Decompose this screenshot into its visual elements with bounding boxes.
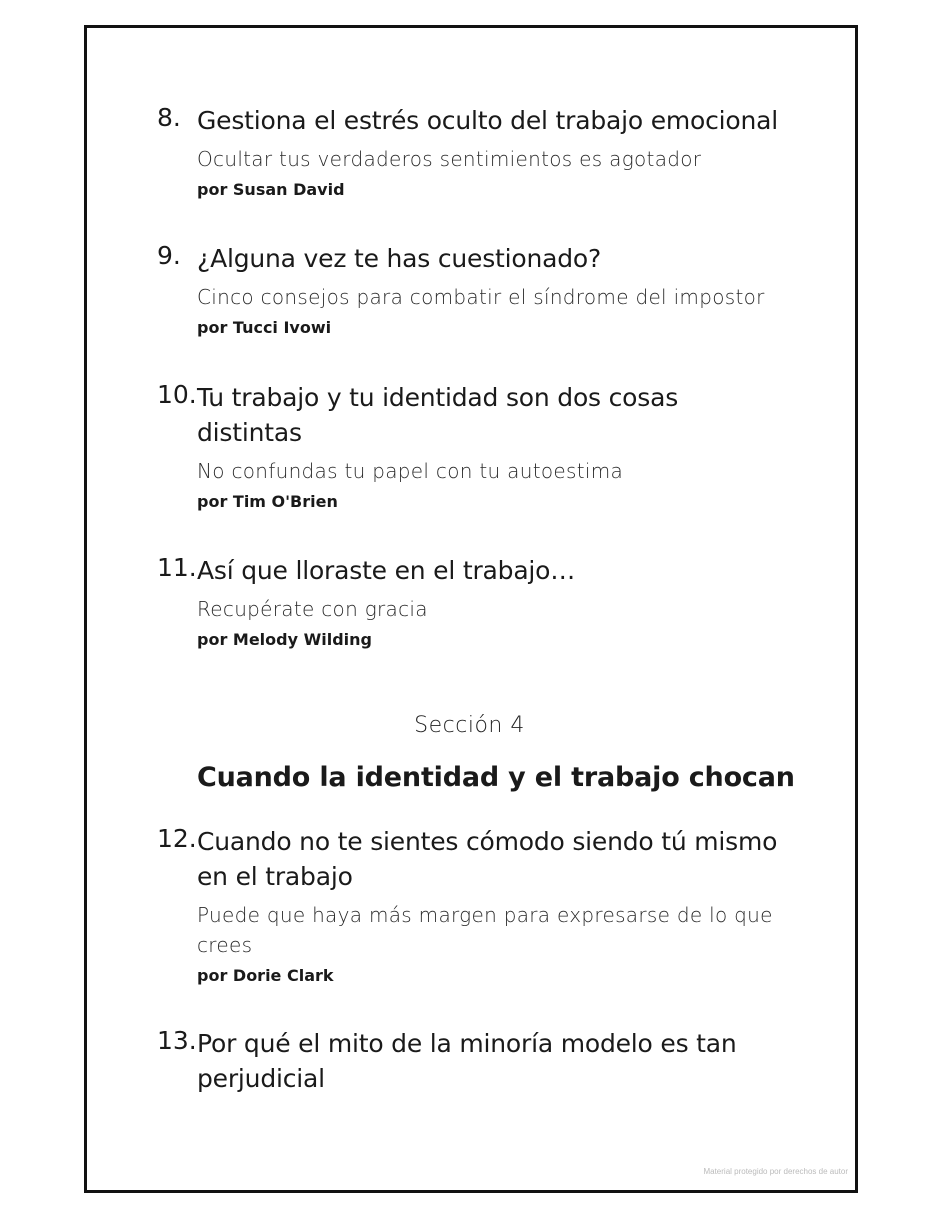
entry-author: por Dorie Clark <box>197 966 334 985</box>
entry-author: por Melody Wilding <box>197 630 373 649</box>
entry-author: por Tim O'Brien <box>197 492 338 511</box>
toc-entry-11[interactable] <box>157 553 797 652</box>
entry-title: Cuando no te sientes cómodo siendo tú mismo en el trabajo <box>197 827 778 891</box>
entry-number: 12. <box>157 824 197 853</box>
entry-number: 8. <box>157 103 181 132</box>
toc-entry-13[interactable] <box>157 1026 797 1096</box>
entry-author: por Tucci Ivowi <box>197 318 332 337</box>
entry-number: 10. <box>157 380 197 409</box>
entry-title: Así que lloraste en el trabajo… <box>197 556 576 585</box>
toc-entry-12[interactable] <box>157 824 797 988</box>
toc-entry-10[interactable] <box>157 380 797 514</box>
entry-number: 11. <box>157 553 197 582</box>
entry-number: 9. <box>157 241 181 270</box>
copyright-watermark: Material protegido por derechos de autor <box>703 1167 848 1176</box>
toc-entry-8[interactable] <box>157 103 797 202</box>
entry-subtitle: Ocultar tus verdaderos sentimientos es agotador <box>197 147 702 171</box>
entry-subtitle: Recupérate con gracia <box>197 597 428 621</box>
entry-title: Tu trabajo y tu identidad son dos cosas distintas <box>197 383 679 447</box>
entry-subtitle: Cinco consejos para combatir el síndrome del impostor <box>197 285 765 309</box>
entry-subtitle: No confundas tu papel con tu autoestima <box>197 459 624 483</box>
entry-title: Gestiona el estrés oculto del trabajo emocional <box>197 106 779 135</box>
entry-subtitle: Puede que haya más margen para expresarse de lo que crees <box>197 903 773 957</box>
section-title: Cuando la identidad y el trabajo chocan <box>197 762 795 793</box>
entry-number: 13. <box>157 1026 197 1055</box>
toc-entry-9[interactable] <box>157 241 797 340</box>
entry-title: Por qué el mito de la minoría modelo es tan perjudicial <box>197 1029 737 1093</box>
entry-title: ¿Alguna vez te has cuestionado? <box>197 244 602 273</box>
section-label: Sección 4 <box>414 713 525 738</box>
entry-author: por Susan David <box>197 180 345 199</box>
